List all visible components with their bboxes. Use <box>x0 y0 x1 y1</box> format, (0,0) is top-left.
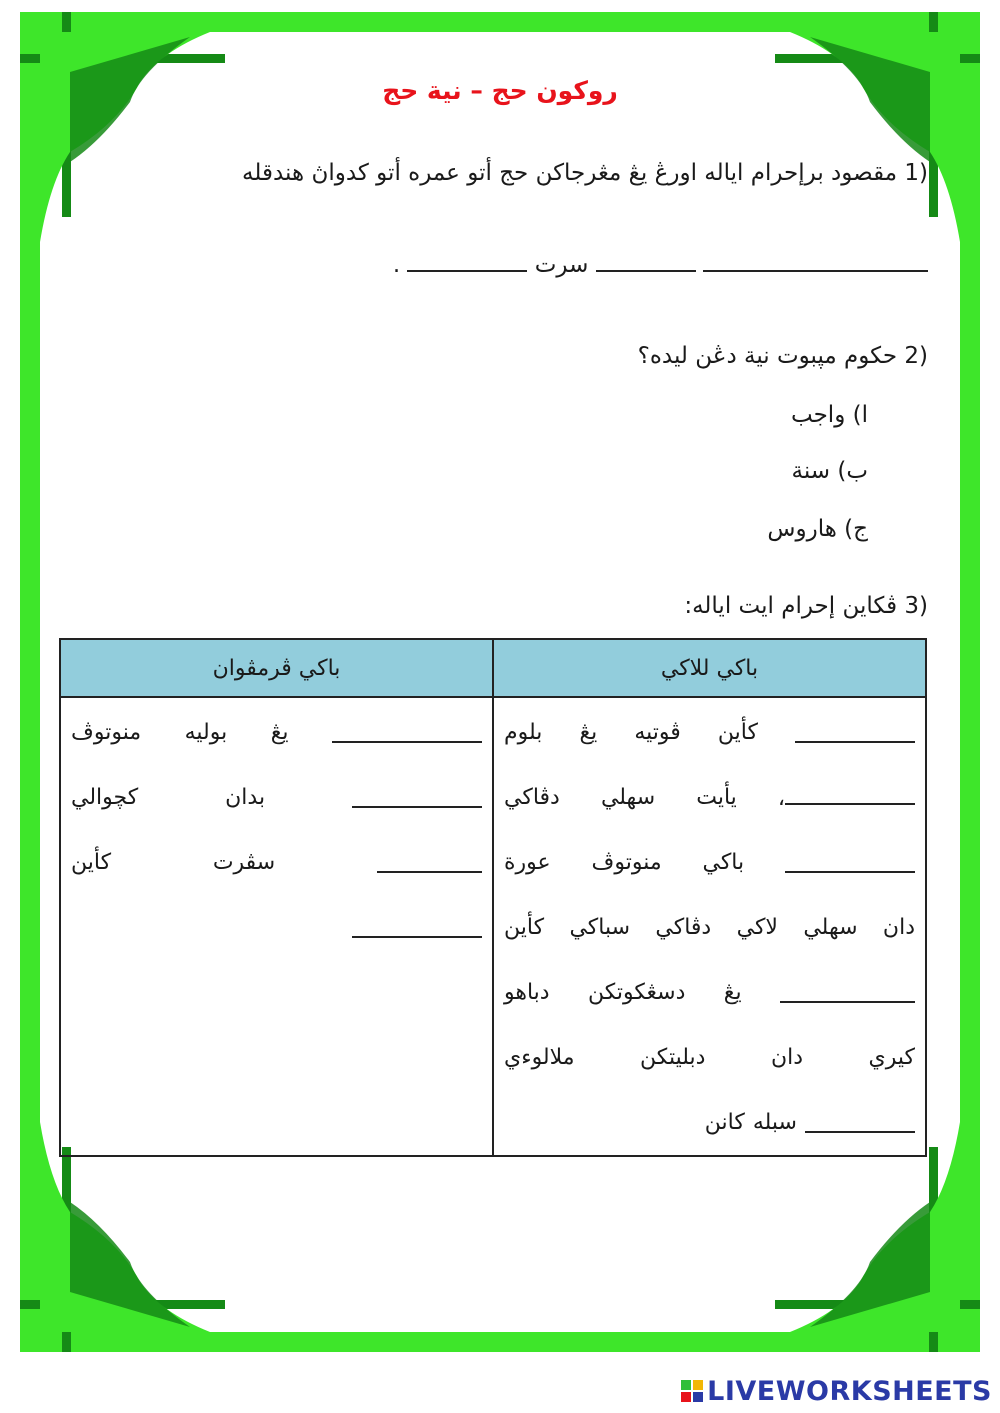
table-row <box>61 895 492 960</box>
question-3 <box>684 593 928 619</box>
question-number: 1) <box>904 160 928 186</box>
question-2 <box>638 343 928 369</box>
word: منوتوڤ <box>71 720 142 745</box>
word: يڠ <box>723 980 742 1005</box>
clothing-table <box>59 638 927 1157</box>
word: سهلي <box>600 785 656 810</box>
corner-leaf-icon <box>770 32 960 242</box>
word: سباكي <box>569 915 631 940</box>
option-a[interactable] <box>791 402 868 428</box>
table-row <box>494 765 925 830</box>
word: بلوم <box>504 720 543 745</box>
word: دباهو <box>504 980 550 1005</box>
option-b[interactable] <box>792 458 869 484</box>
question-text: مقصود برإحرام اياله اورڠ يڠ مڠرجاكن حج أتو عمره أتو كدواڽ هندقله <box>242 160 898 186</box>
table-row <box>494 1025 925 1090</box>
question-text: ڤكاين إحرام ايت اياله: <box>684 593 898 619</box>
word: كأين <box>71 850 112 875</box>
word: عورة <box>504 850 551 875</box>
answer-blank[interactable] <box>377 853 482 873</box>
answer-blank[interactable] <box>332 723 482 743</box>
word: كيري <box>868 1045 915 1070</box>
word: لاكي <box>736 915 778 940</box>
word: كأين <box>717 720 758 745</box>
table-row <box>494 830 925 895</box>
answer-blank[interactable] <box>785 785 915 805</box>
word: كانن <box>704 1110 745 1135</box>
option-label: ب) <box>837 458 868 484</box>
period-mark: . <box>392 252 401 278</box>
answer-blank[interactable] <box>352 788 482 808</box>
word: باكي <box>702 850 745 875</box>
option-text: هاروس <box>767 516 837 542</box>
answer-blank[interactable] <box>352 918 482 938</box>
answer-blank[interactable] <box>780 983 915 1003</box>
option-label: ا) <box>852 402 868 428</box>
word: كچوالي <box>71 785 139 810</box>
logo-text: LIVEWORKSHEETS <box>707 1376 992 1407</box>
word: بدان <box>225 785 266 810</box>
table-row <box>494 960 925 1025</box>
option-c[interactable] <box>767 516 868 542</box>
table-row <box>61 700 492 765</box>
table-row <box>494 895 925 960</box>
word: منوتوڤ <box>591 850 662 875</box>
comma: ، <box>777 785 785 811</box>
word: يڠ <box>270 720 289 745</box>
word: دڤاكي <box>504 785 560 810</box>
word: كأين <box>504 915 545 940</box>
table-row <box>61 765 492 830</box>
word: سهلي <box>803 915 858 940</box>
word: ڤوتيه <box>634 720 681 745</box>
corner-leaf-icon <box>40 32 230 242</box>
word: يڠ <box>579 720 598 745</box>
table-row <box>61 830 492 895</box>
answer-blank[interactable] <box>805 1113 915 1133</box>
answer-blank[interactable] <box>785 853 915 873</box>
answer-blank[interactable] <box>407 247 527 272</box>
word: دبليتكن <box>640 1045 706 1070</box>
conjunction-text: سرت <box>534 252 589 278</box>
option-text: واجب <box>791 402 846 428</box>
logo-icon <box>681 1380 703 1402</box>
question-number: 3) <box>904 593 928 619</box>
women-column <box>60 697 493 1156</box>
question-1 <box>242 160 928 186</box>
word: دسڠكوتكن <box>587 980 686 1005</box>
answer-blank[interactable] <box>703 247 928 272</box>
question-number: 2) <box>904 343 928 369</box>
word: بوليه <box>184 720 228 745</box>
question-1-answer-line <box>393 247 928 278</box>
option-label: ج) <box>844 516 868 542</box>
page-title: روكون حج – نية حج <box>382 76 618 105</box>
word: يأيت <box>696 785 737 810</box>
men-column <box>493 697 926 1156</box>
liveworksheets-logo <box>681 1376 992 1407</box>
word: سبله <box>752 1110 797 1135</box>
table-row <box>494 700 925 765</box>
answer-blank[interactable] <box>795 723 915 743</box>
word: دان <box>882 915 915 940</box>
word: ملالوءي <box>504 1045 575 1070</box>
word: دان <box>770 1045 804 1070</box>
answer-blank[interactable] <box>596 247 696 272</box>
question-text: حكوم مپبوت نية دڠن ليده؟ <box>637 343 898 369</box>
table-row <box>494 1090 925 1155</box>
header-women: باكي ڤرمڤوان <box>60 639 493 697</box>
word: سڤرت <box>212 850 276 875</box>
word: دڤاكي <box>655 915 712 940</box>
header-men: باكي للاكي <box>493 639 926 697</box>
option-text: سنة <box>791 458 831 484</box>
